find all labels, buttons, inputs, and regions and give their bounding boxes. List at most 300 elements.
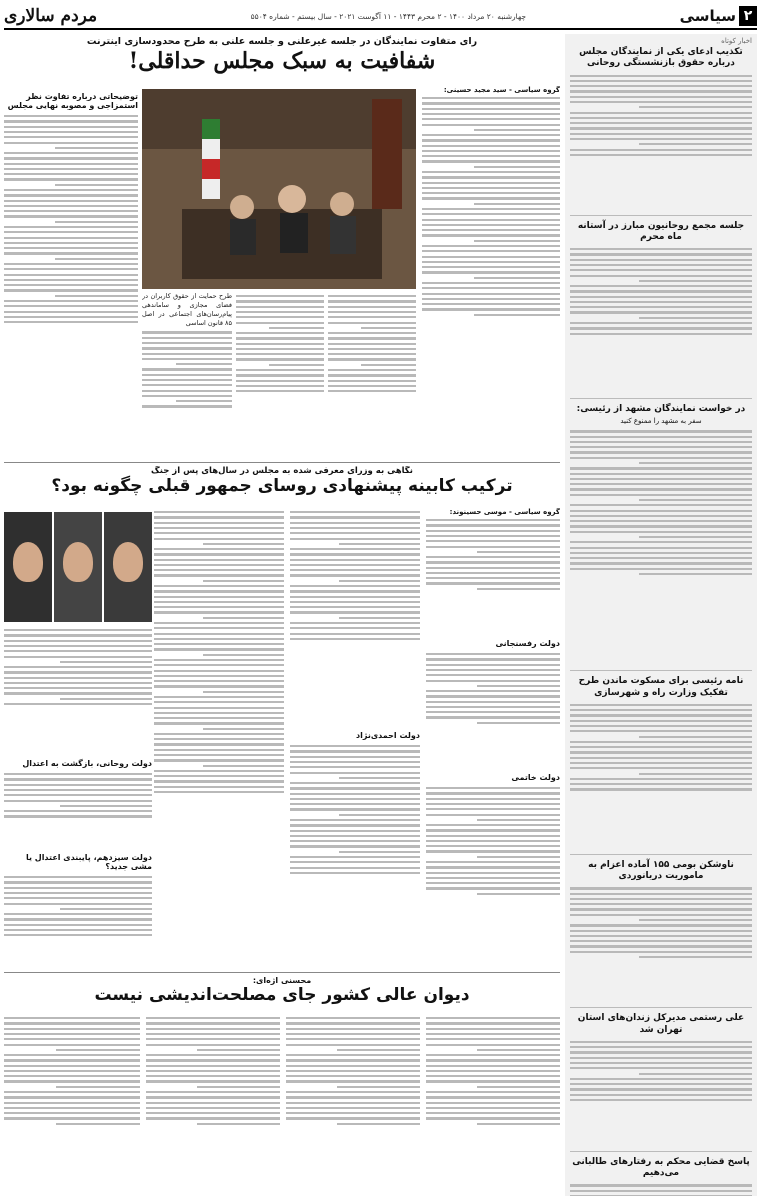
text-line (570, 1057, 752, 1059)
text-line (286, 1096, 420, 1098)
short-news-label: اخبار کوتاه (721, 37, 752, 45)
text-line (328, 337, 416, 339)
text-line (570, 762, 752, 764)
text-line (426, 887, 560, 889)
text-line (426, 787, 560, 789)
text-line (286, 1080, 420, 1082)
text-line (639, 499, 752, 501)
text-line (197, 1086, 280, 1088)
text-line (4, 115, 138, 117)
text-line (142, 347, 232, 349)
text-line (4, 1028, 140, 1030)
text-line (146, 1096, 280, 1098)
text-line (154, 585, 284, 587)
text-line (426, 798, 560, 800)
text-line (290, 845, 420, 847)
text-line (361, 327, 416, 329)
text-line (4, 773, 152, 775)
text-line (154, 780, 284, 782)
text-line (197, 1049, 280, 1051)
text-line (570, 311, 752, 313)
short-news-item (570, 1157, 752, 1196)
text-line (570, 568, 752, 570)
text-line (154, 759, 284, 761)
text-line (146, 1091, 280, 1093)
text-line (426, 835, 560, 837)
text-line (570, 149, 752, 151)
text-line (142, 395, 232, 397)
text-line (154, 775, 284, 777)
text-line (426, 664, 560, 666)
text-line (328, 380, 416, 382)
top-story-body (422, 86, 560, 458)
short-news-item (570, 1013, 752, 1152)
text-line (426, 1102, 560, 1104)
left-subhead: توضیحاتی درباره تفاوت نظر استمزاجی و مصوبه نهایی مجلس (7, 92, 138, 110)
body-text (570, 1181, 752, 1196)
text-line (4, 200, 138, 202)
text-line (426, 840, 560, 842)
photo-caption: طرح حمایت از حقوق کاربران در فضای مجازی و ساماندهی پیام‌رسان‌های اجتماعی در اصل ۸۵ قانون اساسی (142, 292, 232, 328)
text-line (176, 363, 232, 365)
text-line (426, 535, 560, 537)
body-text (290, 742, 420, 962)
text-line (570, 741, 752, 743)
text-line (422, 213, 560, 215)
text-line (422, 134, 560, 136)
text-line (142, 368, 232, 370)
text-line (290, 622, 420, 624)
text-line (337, 1049, 420, 1051)
text-line (422, 192, 560, 194)
text-line (639, 773, 752, 775)
top-story-col3 (236, 292, 324, 458)
text-line (474, 314, 560, 316)
text-line (422, 150, 560, 152)
text-line (290, 638, 420, 640)
parliament-photo (142, 89, 416, 289)
text-line (570, 96, 752, 98)
text-line (4, 1080, 140, 1082)
text-line (142, 342, 232, 344)
text-line (4, 918, 152, 920)
text-line (639, 317, 752, 319)
text-line (236, 306, 324, 308)
text-line (474, 203, 560, 205)
text-line (4, 268, 138, 270)
cabinet-subhead: دولت روحانی، بازگشت به اعتدال (22, 759, 152, 768)
text-line (639, 919, 752, 921)
text-line (154, 574, 284, 576)
text-line (337, 1123, 420, 1125)
text-line (570, 441, 752, 443)
text-line (570, 893, 752, 895)
text-line (4, 194, 138, 196)
body-text (426, 650, 560, 770)
bottom-col3 (146, 1014, 280, 1194)
text-line (570, 80, 752, 82)
text-line (154, 786, 284, 788)
text-line (570, 730, 752, 732)
text-line (422, 287, 560, 289)
text-line (4, 1054, 140, 1056)
body-text (236, 292, 324, 458)
text-line (328, 311, 416, 313)
text-line (60, 661, 152, 663)
text-line (146, 1022, 280, 1024)
text-line (570, 541, 752, 543)
text-line (154, 532, 284, 534)
text-line (203, 543, 284, 545)
text-line (154, 601, 284, 603)
text-line (570, 547, 752, 549)
text-line (154, 627, 284, 629)
text-line (422, 303, 560, 305)
cabinet-kicker: نگاهی به وزرای معرفی شده به مجلس در سال‌های پس از جنگ (151, 466, 413, 476)
short-news-title: ناوشکن بومی ۱۵۵ آماده اعزام به ماموریت دریانوردی (588, 859, 734, 881)
text-line (4, 274, 138, 276)
text-line (236, 390, 324, 392)
portraits-row (4, 512, 152, 622)
text-line (426, 561, 560, 563)
text-line (426, 845, 560, 847)
text-line (4, 142, 138, 144)
text-line (290, 835, 420, 837)
text-line (236, 343, 324, 345)
text-line (290, 569, 420, 571)
top-story-byline: گروه سیاسی - سید مجید حسینی: (443, 86, 560, 94)
cabinet-subhead: دولت خاتمی (511, 773, 560, 782)
text-line (328, 348, 416, 350)
text-line (422, 261, 560, 263)
text-line (290, 606, 420, 608)
text-line (4, 876, 152, 878)
text-line (422, 113, 560, 115)
text-line (426, 701, 560, 703)
text-line (426, 546, 560, 548)
text-line (328, 316, 416, 318)
text-line (154, 643, 284, 645)
text-line (570, 510, 752, 512)
text-line (4, 120, 138, 122)
text-line (570, 446, 752, 448)
text-line (290, 772, 420, 774)
text-line (146, 1075, 280, 1077)
text-line (426, 1044, 560, 1046)
text-line (55, 295, 138, 297)
text-line (570, 483, 752, 485)
text-line (154, 553, 284, 555)
text-line (477, 685, 560, 687)
body-text (570, 884, 752, 1004)
page-number: ۲ (739, 6, 757, 26)
body-text (426, 516, 560, 636)
cabinet-byline: گروه سیاسی - موسی حسینوند: (449, 508, 560, 516)
text-line (570, 290, 752, 292)
text-line (426, 1054, 560, 1056)
text-line (286, 1091, 420, 1093)
text-line (422, 124, 560, 126)
text-line (4, 794, 152, 796)
text-line (570, 520, 752, 522)
text-line (422, 182, 560, 184)
text-line (4, 157, 138, 159)
text-line (4, 1022, 140, 1024)
text-line (4, 226, 138, 228)
text-line (570, 720, 752, 722)
text-line (477, 893, 560, 895)
text-line (290, 516, 420, 518)
text-line (4, 671, 152, 673)
text-line (146, 1017, 280, 1019)
text-line (426, 829, 560, 831)
text-line (570, 704, 752, 706)
body-text (154, 508, 284, 968)
text-line (639, 462, 752, 464)
text-line (4, 205, 138, 207)
text-line (4, 1112, 140, 1114)
text-line (290, 756, 420, 758)
text-line (4, 189, 138, 191)
text-line (269, 364, 324, 366)
text-line (286, 1075, 420, 1077)
text-line (474, 129, 560, 131)
text-line (269, 327, 324, 329)
text-line (426, 658, 560, 660)
text-line (154, 791, 284, 793)
body-text (4, 1014, 140, 1194)
text-line (154, 622, 284, 624)
text-line (236, 369, 324, 371)
text-line (570, 494, 752, 496)
text-line (236, 332, 324, 334)
text-line (4, 1059, 140, 1061)
text-line (328, 295, 416, 297)
text-line (426, 519, 560, 521)
text-line (426, 572, 560, 574)
text-line (639, 736, 752, 738)
text-line (290, 761, 420, 763)
text-line (639, 536, 752, 538)
text-line (426, 695, 560, 697)
text-line (426, 1017, 560, 1019)
text-line (286, 1017, 420, 1019)
text-line (474, 277, 560, 279)
text-line (477, 1049, 560, 1051)
top-story-col2 (328, 292, 416, 458)
text-line (328, 358, 416, 360)
short-news-column (565, 34, 757, 1196)
text-line (4, 215, 138, 217)
text-line (236, 316, 324, 318)
text-line (426, 716, 560, 718)
text-line (4, 929, 152, 931)
text-line (426, 824, 560, 826)
body-text (142, 328, 232, 458)
text-line (570, 898, 752, 900)
text-line (4, 237, 138, 239)
text-line (290, 596, 420, 598)
text-line (290, 824, 420, 826)
text-line (570, 557, 752, 559)
text-line (146, 1117, 280, 1119)
text-line (290, 633, 420, 635)
cabinet-subhead: دولت سیزدهم، پایبندی اعتدال یا مشی جدید؟ (25, 853, 152, 871)
text-line (426, 706, 560, 708)
text-line (4, 687, 152, 689)
text-line (570, 562, 752, 564)
text-line (4, 1065, 140, 1067)
text-line (339, 580, 420, 582)
text-line (290, 564, 420, 566)
text-line (146, 1070, 280, 1072)
text-line (290, 819, 420, 821)
text-line (422, 282, 560, 284)
text-line (570, 1062, 752, 1064)
text-line (328, 390, 416, 392)
top-story-col4 (142, 292, 232, 458)
text-line (154, 722, 284, 724)
text-line (422, 208, 560, 210)
text-line (426, 674, 560, 676)
text-line (477, 588, 560, 590)
text-line (337, 1086, 420, 1088)
text-line (154, 538, 284, 540)
text-line (4, 934, 152, 936)
text-line (236, 295, 324, 297)
text-line (290, 585, 420, 587)
text-line (154, 648, 284, 650)
text-line (4, 263, 138, 265)
text-line (290, 830, 420, 832)
body-text (4, 626, 152, 756)
dateline: چهارشنبه ۲۰ مرداد ۱۴۰۰ - ۲ محرم ۱۴۴۳ - ۱۱ آگوست ۲۰۲۱ - سال بیستم - شماره ۵۵۰۴ (250, 11, 527, 21)
text-line (426, 524, 560, 526)
text-line (4, 126, 138, 128)
text-line (60, 698, 152, 700)
text-line (426, 711, 560, 713)
text-line (4, 703, 152, 705)
text-line (570, 709, 752, 711)
text-line (570, 253, 752, 255)
text-line (570, 552, 752, 554)
text-line (142, 374, 232, 376)
text-line (154, 511, 284, 513)
body-text (570, 1038, 752, 1148)
text-line (570, 285, 752, 287)
text-line (142, 390, 232, 392)
text-line (55, 184, 138, 186)
cabinet-col4 (4, 626, 152, 968)
text-line (570, 887, 752, 889)
text-line (286, 1117, 420, 1119)
text-line (570, 333, 752, 335)
text-line (426, 669, 560, 671)
text-line (4, 289, 138, 291)
text-line (426, 1059, 560, 1061)
text-line (570, 301, 752, 303)
text-line (4, 284, 138, 286)
text-line (4, 629, 152, 631)
text-line (4, 815, 152, 817)
text-line (142, 353, 232, 355)
body-text (570, 427, 752, 667)
text-line (426, 1096, 560, 1098)
text-line (56, 1123, 140, 1125)
text-line (154, 707, 284, 709)
short-news-title: در خواست نمایندگان مشهد از رئیسی: (576, 404, 746, 414)
text-line (639, 143, 752, 145)
text-line (290, 522, 420, 524)
text-line (328, 300, 416, 302)
text-line (154, 670, 284, 672)
text-line (290, 574, 420, 576)
short-news-title: نامه رئیسی برای مسکوت ماندن طرح تفکیک وزارت راه و شهرسازی (578, 676, 744, 698)
text-line (286, 1038, 420, 1040)
text-line (203, 728, 284, 730)
text-line (4, 152, 138, 154)
divider (4, 972, 560, 973)
body-text (422, 94, 560, 454)
text-line (290, 793, 420, 795)
text-line (4, 1017, 140, 1019)
text-line (4, 168, 138, 170)
text-line (4, 897, 152, 899)
text-line (426, 872, 560, 874)
text-line (176, 400, 232, 402)
text-line (422, 298, 560, 300)
text-line (154, 596, 284, 598)
text-line (203, 617, 284, 619)
text-line (154, 606, 284, 608)
text-line (4, 1038, 140, 1040)
text-line (426, 803, 560, 805)
text-line (570, 154, 752, 156)
text-line (4, 316, 138, 318)
text-line (570, 457, 752, 459)
text-line (426, 1075, 560, 1077)
text-line (422, 97, 560, 99)
text-line (339, 777, 420, 779)
text-line (4, 1070, 140, 1072)
text-line (422, 118, 560, 120)
body-text (426, 1014, 560, 1194)
text-line (422, 308, 560, 310)
text-line (4, 131, 138, 133)
text-line (203, 654, 284, 656)
text-line (426, 814, 560, 816)
text-line (422, 145, 560, 147)
text-line (477, 1123, 560, 1125)
text-line (290, 750, 420, 752)
text-line (570, 112, 752, 114)
short-news-item (570, 676, 752, 855)
text-line (570, 264, 752, 266)
text-line (426, 530, 560, 532)
text-line (203, 765, 284, 767)
text-line (4, 173, 138, 175)
text-line (290, 601, 420, 603)
text-line (203, 580, 284, 582)
text-line (570, 778, 752, 780)
text-line (154, 633, 284, 635)
text-line (570, 1067, 752, 1069)
text-line (422, 171, 560, 173)
text-line (422, 250, 560, 252)
text-line (570, 478, 752, 480)
text-line (570, 757, 752, 759)
text-line (4, 1107, 140, 1109)
